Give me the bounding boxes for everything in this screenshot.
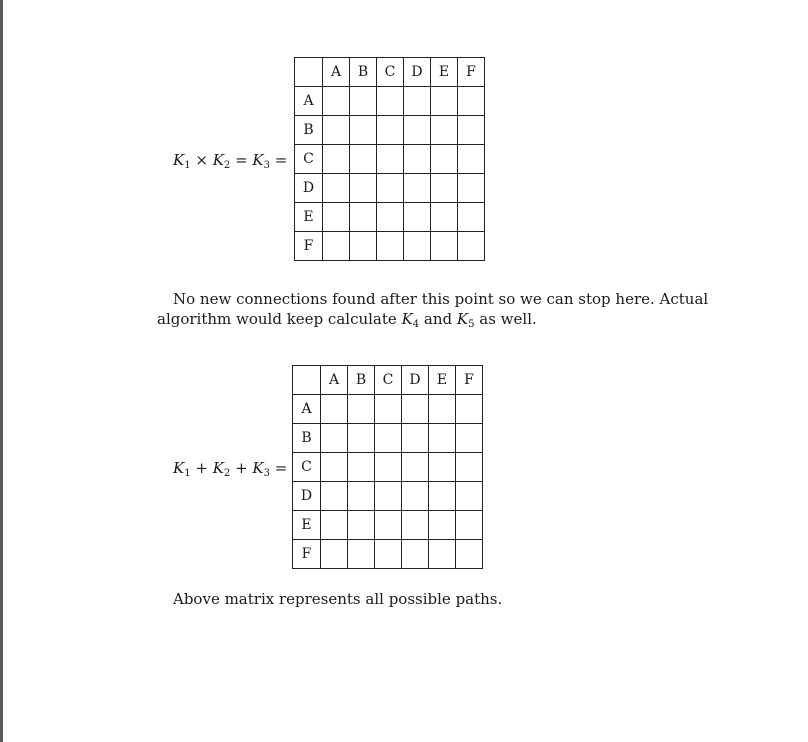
- matrix-row: [295, 174, 485, 203]
- subscript: 4: [412, 319, 420, 330]
- matrix-cell: [404, 116, 431, 145]
- paragraph-text: as well.: [474, 310, 537, 328]
- matrix-cell: [375, 482, 402, 511]
- var-k: K: [401, 310, 413, 328]
- matrix-cell: [431, 145, 458, 174]
- matrix-cell: [377, 232, 404, 261]
- matrix-cell: [456, 511, 483, 540]
- matrix-cell: [321, 540, 348, 569]
- matrix-cell: [458, 174, 485, 203]
- var-k: K: [212, 151, 224, 169]
- equation-label-sum: [173, 458, 287, 478]
- operator: +: [190, 459, 213, 477]
- column-header: C: [375, 366, 402, 395]
- column-header: F: [458, 58, 485, 87]
- paragraph-no-new-connections: [173, 289, 708, 309]
- var-k: K: [252, 459, 264, 477]
- row-header: F: [293, 540, 321, 569]
- matrix-cell: [375, 540, 402, 569]
- var-k: K: [456, 310, 469, 328]
- column-header: B: [348, 366, 375, 395]
- matrix-row: [293, 482, 483, 511]
- paragraph-text: and: [419, 310, 457, 328]
- matrix-cell: [321, 453, 348, 482]
- matrix-cell: [321, 395, 348, 424]
- var-k: K: [173, 459, 185, 477]
- row-header: D: [295, 174, 323, 203]
- matrix-cell: [321, 511, 348, 540]
- row-header: B: [295, 116, 323, 145]
- matrix-row: [293, 511, 483, 540]
- matrix-cell: [402, 540, 429, 569]
- row-header: C: [295, 145, 323, 174]
- matrix-header-row: [293, 366, 483, 395]
- matrix-cell: [402, 424, 429, 453]
- matrix-row: [293, 540, 483, 569]
- matrix-row: [295, 116, 485, 145]
- matrix-cell: [350, 232, 377, 261]
- matrix-cell: [429, 395, 456, 424]
- matrix-cell: [348, 424, 375, 453]
- column-header: D: [402, 366, 429, 395]
- matrix-cell: [402, 511, 429, 540]
- paragraph-line: algorithm would keep calculate: [157, 310, 402, 328]
- paragraph-all-paths: [173, 589, 502, 609]
- matrix-cell: [350, 145, 377, 174]
- row-header: A: [293, 395, 321, 424]
- row-header: F: [295, 232, 323, 261]
- matrix-cell: [458, 145, 485, 174]
- matrix-cell: [431, 87, 458, 116]
- matrix-cell: [431, 116, 458, 145]
- var-k: K: [212, 459, 224, 477]
- row-header: B: [293, 424, 321, 453]
- subscript: 1: [184, 468, 191, 479]
- matrix-cell: [456, 482, 483, 511]
- matrix-cell: [323, 145, 350, 174]
- adjacency-matrix-product: [294, 57, 485, 261]
- matrix-cell: [429, 453, 456, 482]
- var-k: K: [173, 151, 185, 169]
- matrix-cell: [431, 174, 458, 203]
- column-header: F: [456, 366, 483, 395]
- matrix-cell: [377, 116, 404, 145]
- matrix-cell: [375, 511, 402, 540]
- matrix-cell: [456, 453, 483, 482]
- row-header: E: [293, 511, 321, 540]
- matrix-cell: [323, 174, 350, 203]
- matrix-cell: [377, 203, 404, 232]
- matrix-cell: [458, 116, 485, 145]
- operator: =: [270, 151, 288, 169]
- matrix-cell: [404, 232, 431, 261]
- subscript: 1: [184, 160, 191, 171]
- matrix-cell: [348, 482, 375, 511]
- matrix-cell: [429, 511, 456, 540]
- paragraph-line: No new connections found after this point so we can stop here. Actual: [173, 290, 709, 308]
- subscript: 5: [468, 319, 475, 330]
- subscript: 3: [263, 160, 270, 171]
- matrix-cell: [456, 424, 483, 453]
- matrix-row: [293, 424, 483, 453]
- operator: =: [230, 151, 253, 169]
- column-header: B: [350, 58, 377, 87]
- matrix-cell: [431, 203, 458, 232]
- matrix-cell: [348, 511, 375, 540]
- matrix-cell: [350, 116, 377, 145]
- matrix-cell: [375, 395, 402, 424]
- matrix-cell: [350, 174, 377, 203]
- paragraph-line: Above matrix represents all possible paths.: [173, 590, 503, 608]
- matrix-row: [293, 453, 483, 482]
- matrix-cell: [350, 203, 377, 232]
- matrix-cell: [350, 87, 377, 116]
- matrix-cell: [429, 482, 456, 511]
- matrix-cell: [377, 174, 404, 203]
- paragraph-algorithm-note: [157, 309, 537, 329]
- matrix-cell: [458, 203, 485, 232]
- matrix-cell: [323, 116, 350, 145]
- subscript: 2: [223, 160, 231, 171]
- matrix-row: [295, 87, 485, 116]
- matrix-header-row: [295, 58, 485, 87]
- matrix-cell: [323, 232, 350, 261]
- matrix-row: [293, 395, 483, 424]
- matrix-cell: [404, 87, 431, 116]
- row-header: C: [293, 453, 321, 482]
- matrix-cell: [323, 203, 350, 232]
- matrix-cell: [321, 424, 348, 453]
- operator: =: [270, 459, 288, 477]
- matrix-row: [295, 232, 485, 261]
- matrix-cell: [375, 453, 402, 482]
- matrix-cell: [321, 482, 348, 511]
- matrix-corner-cell: [295, 58, 323, 87]
- matrix-cell: [348, 453, 375, 482]
- matrix-row: [295, 203, 485, 232]
- subscript: 2: [223, 468, 231, 479]
- matrix-cell: [456, 540, 483, 569]
- page-left-border: [0, 0, 3, 742]
- matrix-cell: [404, 145, 431, 174]
- row-header: A: [295, 87, 323, 116]
- matrix-cell: [402, 453, 429, 482]
- equation-label-product: [173, 150, 287, 170]
- matrix-corner-cell: [293, 366, 321, 395]
- matrix-cell: [375, 424, 402, 453]
- operator: ×: [190, 151, 213, 169]
- column-header: E: [429, 366, 456, 395]
- matrix-cell: [377, 87, 404, 116]
- matrix-row: [295, 145, 485, 174]
- matrix-cell: [323, 87, 350, 116]
- matrix-cell: [402, 395, 429, 424]
- var-k: K: [252, 151, 264, 169]
- matrix-cell: [348, 395, 375, 424]
- column-header: A: [323, 58, 350, 87]
- operator: +: [230, 459, 253, 477]
- matrix-cell: [404, 203, 431, 232]
- column-header: E: [431, 58, 458, 87]
- matrix-cell: [377, 145, 404, 174]
- subscript: 3: [263, 468, 270, 479]
- column-header: D: [404, 58, 431, 87]
- row-header: D: [293, 482, 321, 511]
- matrix-cell: [348, 540, 375, 569]
- row-header: E: [295, 203, 323, 232]
- matrix-cell: [429, 540, 456, 569]
- column-header: C: [377, 58, 404, 87]
- matrix-cell: [458, 87, 485, 116]
- matrix-cell: [429, 424, 456, 453]
- matrix-cell: [404, 174, 431, 203]
- adjacency-matrix-sum: [292, 365, 483, 569]
- matrix-cell: [456, 395, 483, 424]
- matrix-cell: [458, 232, 485, 261]
- column-header: A: [321, 366, 348, 395]
- matrix-cell: [431, 232, 458, 261]
- matrix-cell: [402, 482, 429, 511]
